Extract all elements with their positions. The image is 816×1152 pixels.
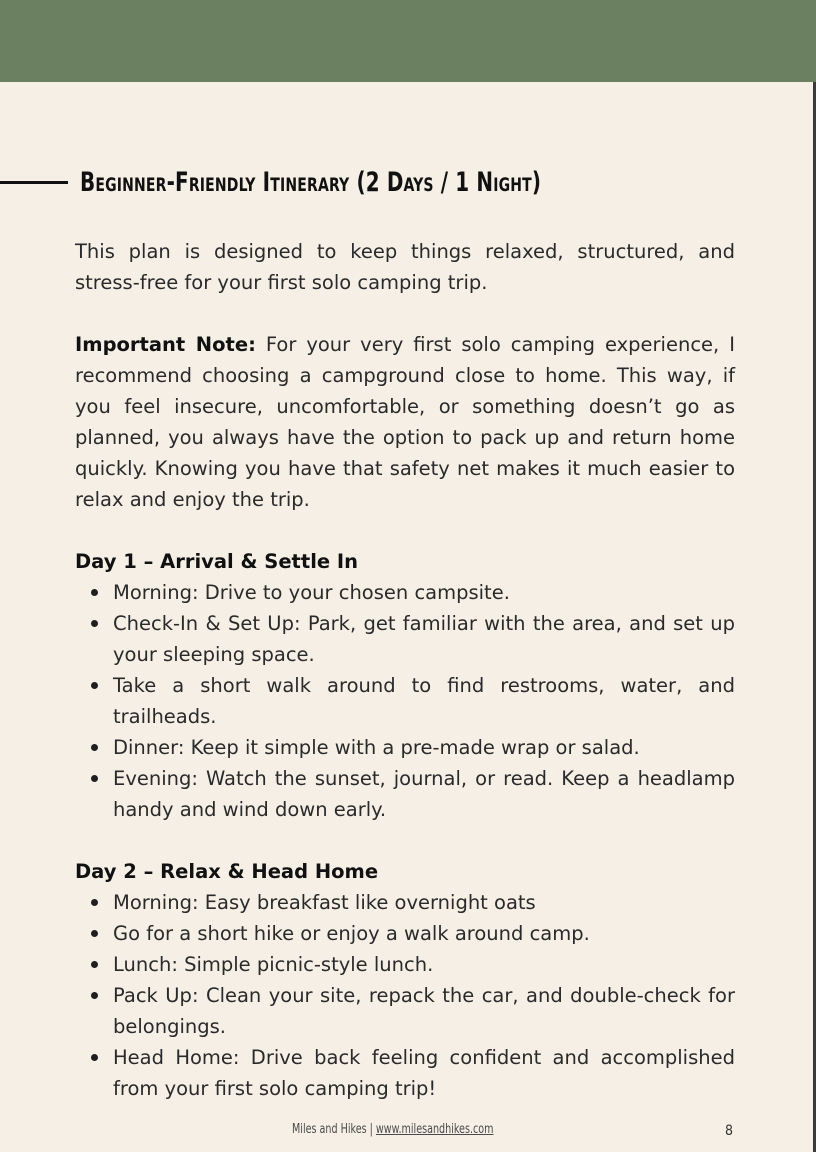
footer: [0, 1122, 816, 1142]
bullet-icon: [91, 620, 98, 627]
bullet-icon: [91, 682, 98, 689]
bullet-icon: [91, 589, 98, 596]
page-number: 8: [725, 1123, 734, 1139]
list-item: Take a short walk around to find restrooms, water, and trailheads.: [113, 670, 735, 732]
list-item: Morning: Drive to your chosen campsite.: [113, 577, 735, 608]
day-2-heading: Day 2 – Relax & Head Home: [75, 860, 379, 883]
page-title: Beginner-Friendly Itinerary (2 Days / 1 Night): [80, 167, 542, 198]
important-note: [75, 329, 735, 515]
list-item: Lunch: Simple picnic-style lunch.: [113, 949, 735, 980]
day-1-list: [75, 577, 735, 825]
bullet-icon: [91, 899, 98, 906]
bullet-icon: [91, 961, 98, 968]
intro-paragraph: This plan is designed to keep things relaxed, structured, and stress-free for your first solo camping trip.: [75, 240, 735, 294]
title-rule: [0, 181, 68, 184]
day-1-heading: Day 1 – Arrival & Settle In: [75, 550, 359, 573]
list-item: Check-In & Set Up: Park, get familiar with the area, and set up your sleeping space.: [113, 608, 735, 670]
list-item: Head Home: Drive back feeling confident and accomplished from your first solo camping trip!: [113, 1042, 735, 1104]
footer-link[interactable]: www.milesandhikes.com: [375, 1122, 494, 1137]
list-item: Morning: Easy breakfast like overnight oats: [113, 887, 735, 918]
bullet-icon: [91, 992, 98, 999]
content: [75, 236, 735, 1104]
day-2-list: [75, 887, 735, 1104]
bullet-icon: [91, 775, 98, 782]
list-item: Pack Up: Clean your site, repack the car, and double-check for belongings.: [113, 980, 735, 1042]
title-row: [0, 166, 816, 202]
footer-text: [292, 1122, 493, 1137]
list-item: Go for a short hike or enjoy a walk around camp.: [113, 918, 735, 949]
note-text: For your very first solo camping experience, I recommend choosing a campground close to home. This way, if you feel insecure, uncomfortable, or something doesn’t go as planned, you always have the option to pack up and return home quickly. Knowing you have that safety net makes it much easier to relax and enjoy the trip.: [75, 333, 735, 511]
footer-brand: Miles and Hikes |: [292, 1122, 376, 1137]
list-item: Dinner: Keep it simple with a pre-made wrap or salad.: [113, 732, 735, 763]
list-item: Evening: Watch the sunset, journal, or read. Keep a headlamp handy and wind down early.: [113, 763, 735, 825]
bullet-icon: [91, 744, 98, 751]
header-band: [0, 0, 816, 82]
bullet-icon: [91, 930, 98, 937]
bullet-icon: [91, 1054, 98, 1061]
note-label: Important Note:: [75, 333, 256, 356]
